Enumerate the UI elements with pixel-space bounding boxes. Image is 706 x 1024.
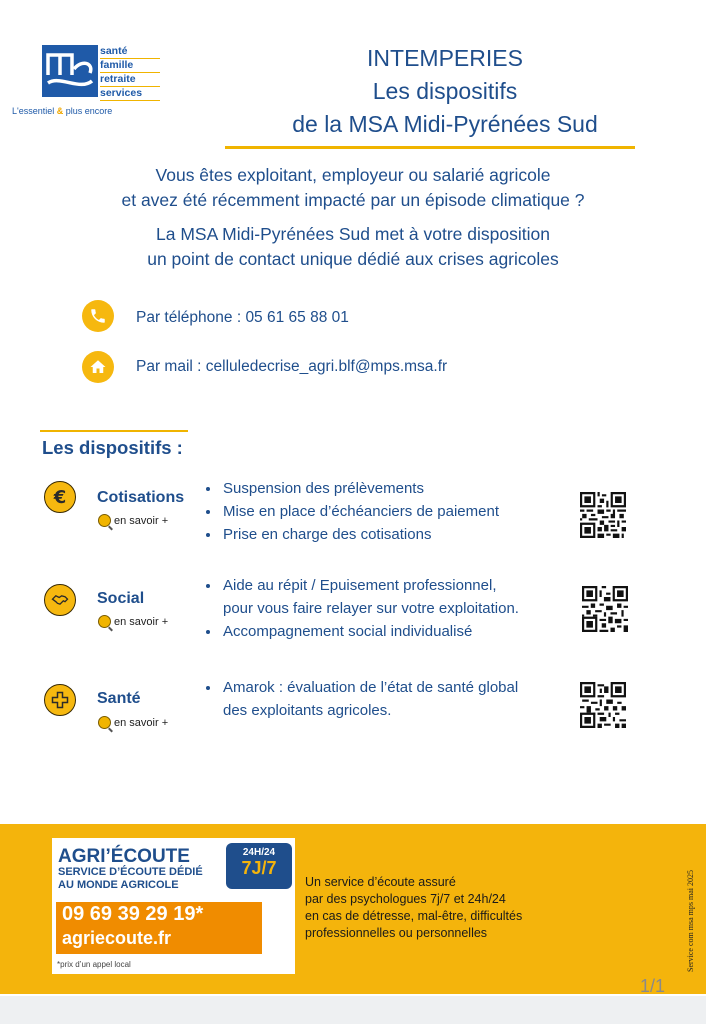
- dispositif-label-sante: Santé: [97, 690, 141, 707]
- bullet-item: • Prise en charge des cotisations: [221, 523, 499, 546]
- bullet-text: Aide au répit / Epuisement professionnel,: [223, 577, 497, 594]
- agriecoute-title: AGRI’ÉCOUTE: [58, 846, 190, 867]
- more-link-cotisations[interactable]: [98, 514, 168, 527]
- agriecoute-url[interactable]: agriecoute.fr: [62, 928, 172, 948]
- bullet-item: [221, 574, 519, 620]
- agriecoute-sub-line: AU MONDE AGRICOLE: [58, 879, 179, 891]
- service-line: par des psychologues 7j/7 et 24h/24: [305, 892, 506, 906]
- agriecoute-note: *prix d’un appel local: [57, 960, 131, 969]
- bottom-strip: [0, 996, 706, 1024]
- bullet-item: • Suspension des prélèvements: [221, 477, 499, 500]
- tagline-part: plus encore: [65, 106, 113, 116]
- service-line: en cas de détresse, mal-être, difficultés: [305, 909, 523, 923]
- intro-line: Vous êtes exploitant, employeur ou salarié agricole: [155, 165, 551, 185]
- bullets-cotisations: [201, 477, 499, 546]
- bullet-item: • Mise en place d’échéanciers de paiement: [221, 500, 499, 523]
- logo-line: services: [100, 87, 160, 101]
- agriecoute-phone[interactable]: 09 69 39 29 19*: [62, 903, 204, 925]
- availability-badge: [226, 843, 292, 889]
- title-underline: [225, 146, 635, 149]
- logo-lines: [100, 45, 160, 101]
- more-link-label: en savoir +: [114, 514, 169, 527]
- tagline-part: L'essentiel: [12, 106, 55, 116]
- bullet-text-cont: pour vous faire relayer sur votre exploitation.: [223, 600, 519, 617]
- agriecoute-sub-line: SERVICE D’ÉCOUTE DÉDIÉ: [58, 866, 203, 878]
- msa-logo-mark: [42, 45, 98, 97]
- intro-paragraph-2: [20, 222, 686, 272]
- title-line: INTEMPERIES: [367, 45, 523, 71]
- intro-line: La MSA Midi-Pyrénées Sud met à votre disposition: [156, 224, 550, 244]
- contact-phone[interactable]: Par téléphone : 05 61 65 88 01: [136, 309, 349, 326]
- phone-icon: [82, 300, 114, 332]
- logo-line: santé: [100, 45, 160, 59]
- home-icon: [82, 351, 114, 383]
- intro-line: et avez été récemment impacté par un épisode climatique ?: [121, 190, 585, 210]
- qr-code-icon[interactable]: [580, 492, 626, 538]
- logo-line: retraite: [100, 73, 160, 87]
- magnifier-icon: [98, 716, 111, 729]
- tagline-amp: &: [56, 106, 64, 116]
- title-line: Les dispositifs: [372, 78, 518, 104]
- msa-logo: [42, 45, 98, 97]
- more-link-social[interactable]: [98, 615, 168, 628]
- badge-days: 7J/7: [241, 858, 277, 878]
- dispositif-label-social: Social: [97, 590, 145, 607]
- agriecoute-subtitle: [58, 866, 203, 892]
- section-title: Les dispositifs :: [42, 437, 183, 458]
- more-link-label: en savoir +: [114, 615, 169, 628]
- more-link-label: en savoir +: [114, 716, 169, 729]
- page-indicator: 1/1: [640, 976, 666, 996]
- service-description: [305, 874, 522, 942]
- magnifier-icon: [98, 615, 111, 628]
- health-cross-icon: [44, 684, 76, 716]
- title-line: de la MSA Midi-Pyrénées Sud: [292, 111, 598, 137]
- bullet-item: [221, 676, 518, 722]
- more-link-sante[interactable]: [98, 716, 168, 729]
- bullet-item: • Accompagnement social individualisé: [221, 620, 519, 643]
- section-rule: [40, 430, 188, 432]
- intro-line: un point de contact unique dédié aux crises agricoles: [147, 249, 559, 269]
- handshake-icon: [44, 584, 76, 616]
- euro-icon: €: [44, 481, 76, 513]
- bullets-social: [201, 574, 519, 643]
- contact-mail[interactable]: Par mail : celluledecrise_agri.blf@mps.msa.fr: [136, 358, 448, 375]
- magnifier-icon: [98, 514, 111, 527]
- logo-line: famille: [100, 59, 160, 73]
- logo-tagline: [12, 106, 112, 116]
- bullet-text-cont: des exploitants agricoles.: [223, 702, 392, 719]
- dispositif-label-cotisations: Cotisations: [97, 489, 185, 506]
- vertical-credit: Service com msa mps mai 2025: [686, 870, 695, 972]
- bullet-text: Amarok : évaluation de l’état de santé global: [223, 679, 519, 696]
- service-line: Un service d’écoute assuré: [305, 875, 456, 889]
- badge-hours: 24H/24: [242, 847, 276, 858]
- qr-code-icon[interactable]: [580, 682, 626, 728]
- bullets-sante: [201, 676, 518, 722]
- page-title: [225, 42, 665, 141]
- intro-paragraph-1: [20, 163, 686, 213]
- qr-code-icon[interactable]: [582, 586, 628, 632]
- service-line: professionnelles ou personnelles: [305, 926, 488, 940]
